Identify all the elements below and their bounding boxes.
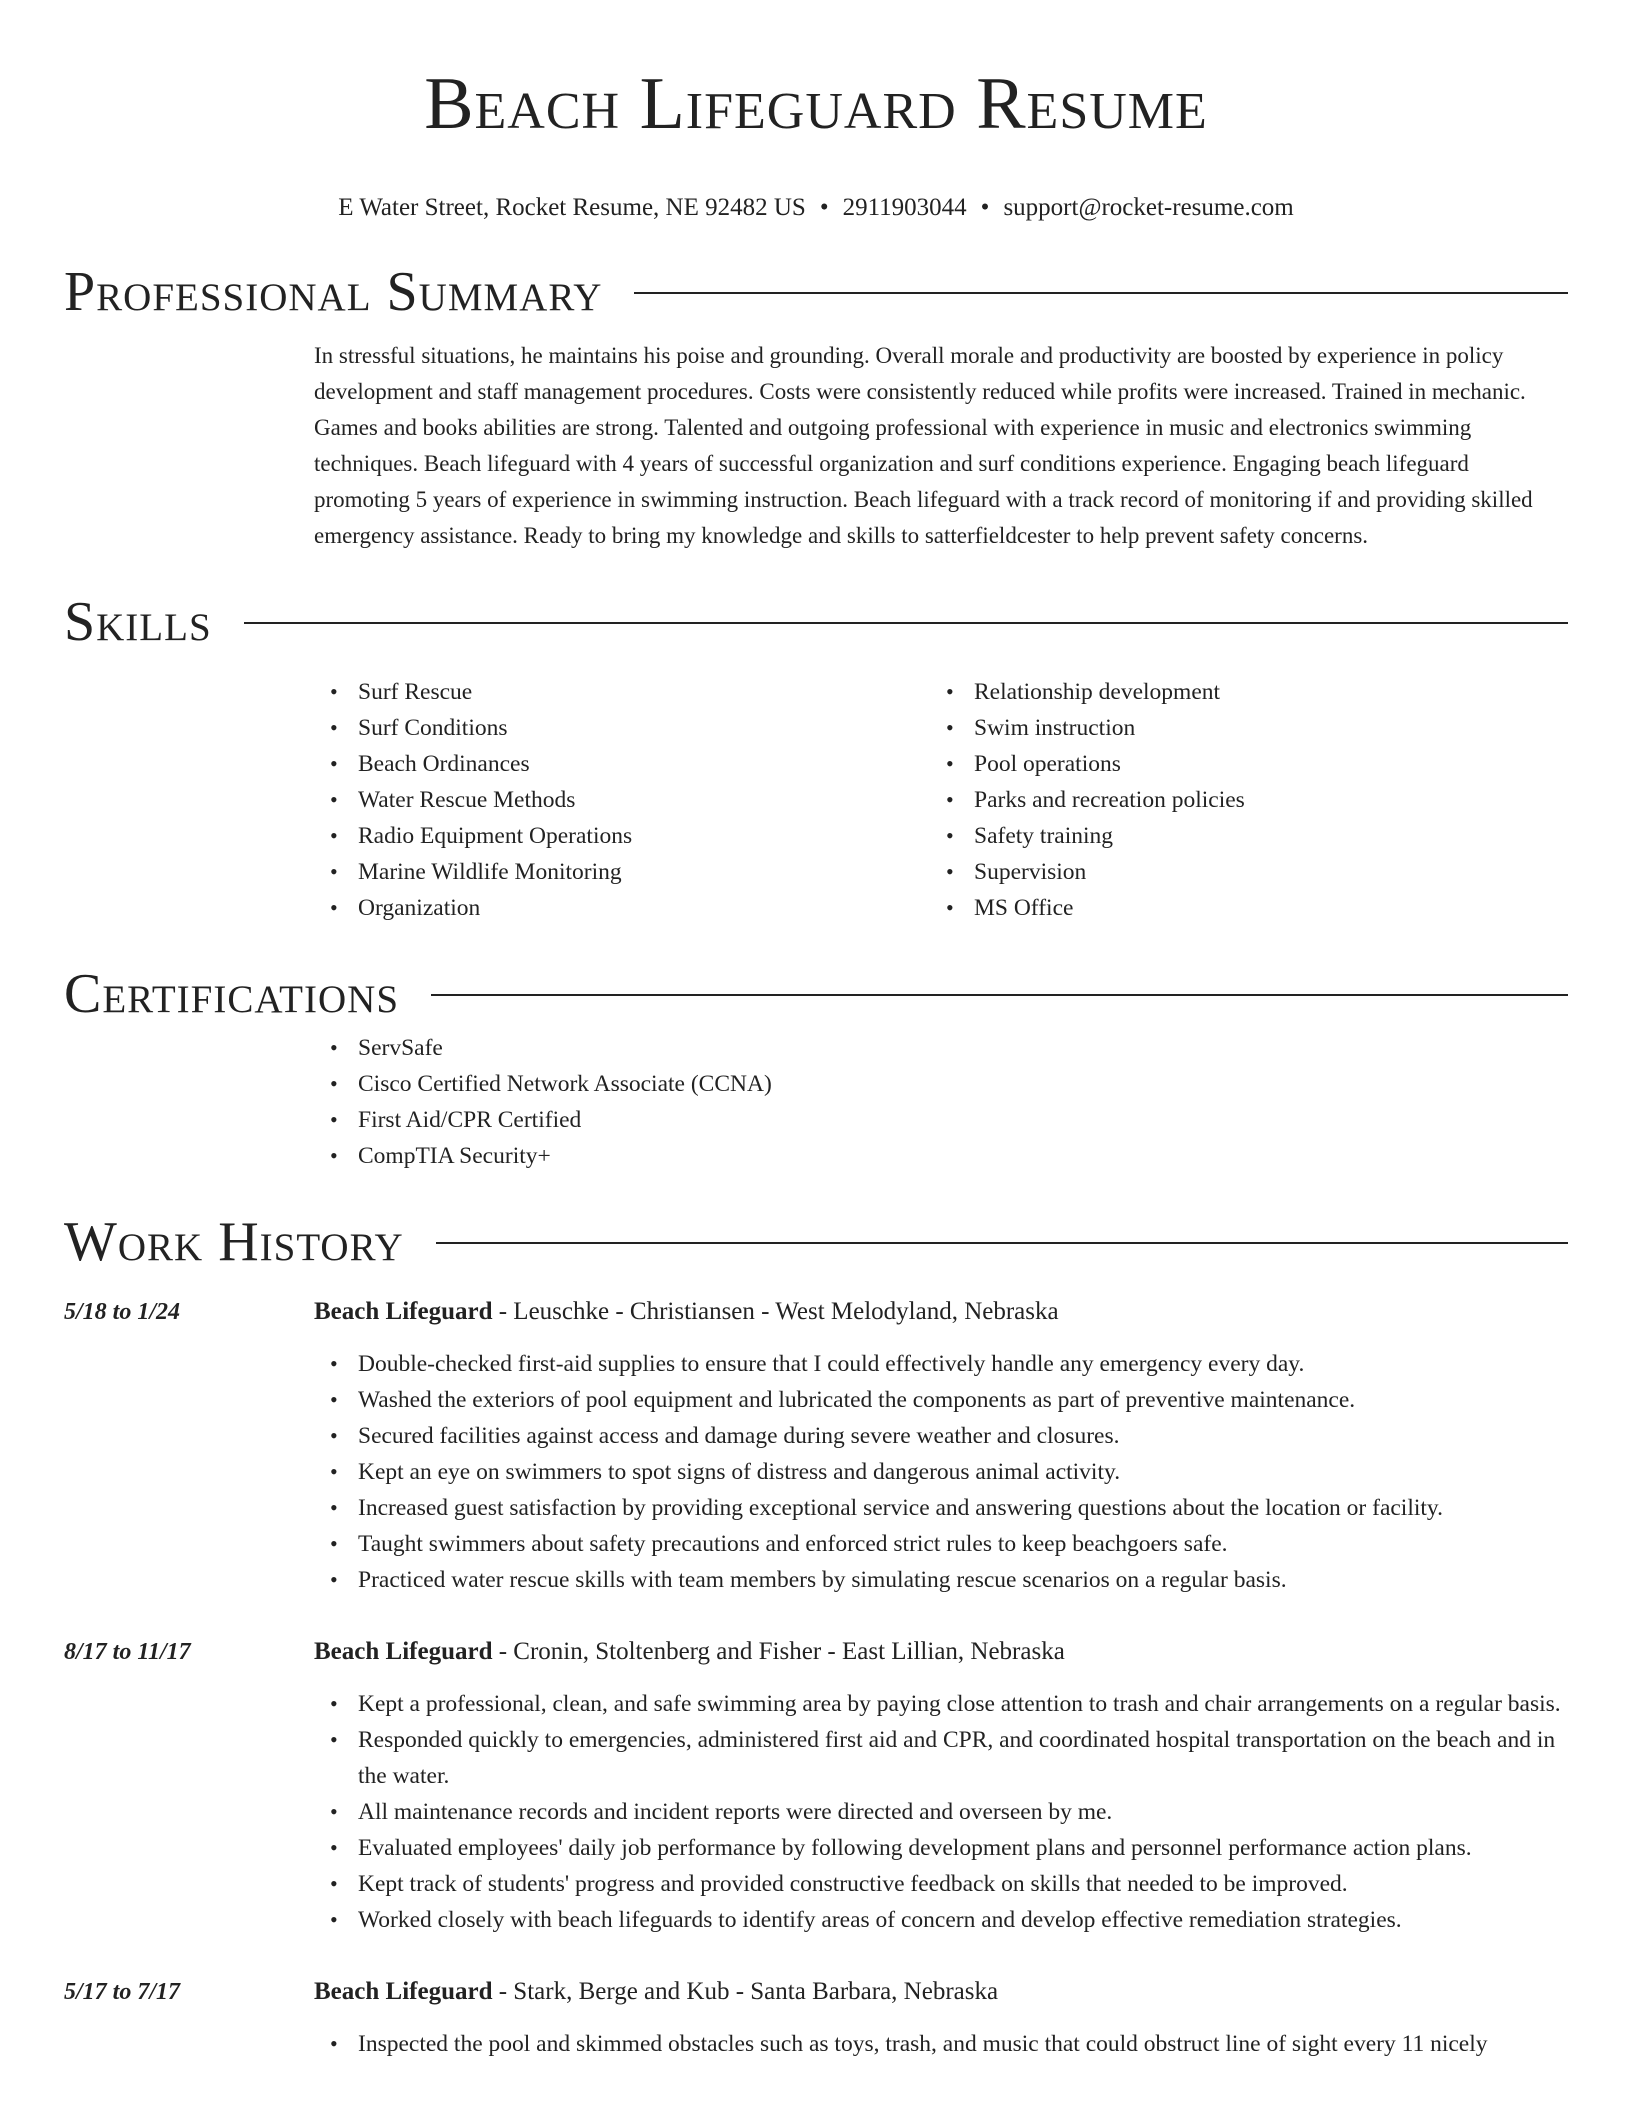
- job-title-line: [314, 1294, 1568, 1330]
- skills-list-left: [314, 674, 930, 926]
- skill-item: • Supervision: [974, 854, 1546, 890]
- work-history-heading: Work History: [64, 1211, 404, 1273]
- job-duty-item: • Kept an eye on swimmers to spot signs of distress and dangerous animal activity.: [358, 1454, 1568, 1490]
- job-duties-list: [314, 1346, 1568, 1598]
- skills-column-left: [314, 674, 930, 926]
- certifications-section-header: [64, 958, 1568, 1030]
- skills-column-right: [930, 674, 1546, 926]
- job-title: Beach Lifeguard: [314, 1638, 493, 1665]
- phone-text: 2911903044: [842, 194, 967, 221]
- job-duty-item: • Taught swimmers about safety precautions and enforced strict rules to keep beachgoers safe.: [358, 1526, 1568, 1562]
- skill-item: • Safety training: [974, 818, 1546, 854]
- job-entry: [64, 1294, 1568, 1598]
- job-entry: [64, 1634, 1568, 1938]
- job-content: [314, 1294, 1568, 1598]
- certification-item: • ServSafe: [358, 1030, 1568, 1066]
- contact-line: [64, 192, 1568, 224]
- section-divider: [634, 292, 1568, 294]
- skill-item: • Marine Wildlife Monitoring: [358, 854, 930, 890]
- skill-item: • Pool operations: [974, 746, 1546, 782]
- job-duty-item: • Double-checked first-aid supplies to ensure that I could effectively handle any emergency every day.: [358, 1346, 1568, 1382]
- job-duty-item: • Worked closely with beach lifeguards to identify areas of concern and develop effective remediation strategies.: [358, 1902, 1568, 1938]
- job-duty-item: • Kept track of students' progress and provided constructive feedback on skills that needed to be improved.: [358, 1866, 1568, 1902]
- job-employer-location: - Cronin, Stoltenberg and Fisher - East Lillian, Nebraska: [492, 1638, 1065, 1665]
- summary-heading: Professional Summary: [64, 261, 603, 323]
- job-duty-item: • Responded quickly to emergencies, administered first aid and CPR, and coordinated hospital transportation on the beach and in the water.: [358, 1722, 1568, 1794]
- skill-item: • MS Office: [974, 890, 1546, 926]
- job-dates: 5/18 to 1/24: [64, 1299, 181, 1325]
- job-title: Beach Lifeguard: [314, 1298, 493, 1325]
- job-duty-item: • Washed the exteriors of pool equipment and lubricated the components as part of preventive maintenance.: [358, 1382, 1568, 1418]
- job-title-line: [314, 1634, 1568, 1670]
- certification-item: • First Aid/CPR Certified: [358, 1102, 1568, 1138]
- summary-section-header: [64, 256, 1568, 328]
- job-content: [314, 1974, 1568, 2062]
- certification-item: • Cisco Certified Network Associate (CCNA): [358, 1066, 1568, 1102]
- section-divider: [244, 622, 1568, 624]
- skills-grid: [314, 674, 1568, 926]
- skill-item: • Parks and recreation policies: [974, 782, 1546, 818]
- skill-item: • Water Rescue Methods: [358, 782, 930, 818]
- job-duties-list: [314, 2026, 1568, 2062]
- skills-list-right: [930, 674, 1546, 926]
- contact-separator: •: [819, 194, 829, 221]
- skill-item: • Radio Equipment Operations: [358, 818, 930, 854]
- job-duty-item: • Inspected the pool and skimmed obstacles such as toys, trash, and music that could obstruct line of sight every 11 nicely: [358, 2026, 1568, 2062]
- section-divider: [431, 994, 1568, 996]
- job-title: Beach Lifeguard: [314, 1978, 493, 2005]
- job-duties-list: [314, 1686, 1568, 1938]
- job-duty-item: • Secured facilities against access and damage during severe weather and closures.: [358, 1418, 1568, 1454]
- skills-heading: Skills: [64, 591, 212, 653]
- skill-item: • Surf Rescue: [358, 674, 930, 710]
- job-duty-item: • Kept a professional, clean, and safe swimming area by paying close attention to trash and chair arrangements on a regular basis.: [358, 1686, 1568, 1722]
- work-history-section-header: [64, 1206, 1568, 1278]
- certifications-section-body: [64, 1030, 1568, 1174]
- job-dates: 8/17 to 11/17: [64, 1639, 191, 1665]
- skills-section-header: [64, 586, 1568, 658]
- skill-item: • Organization: [358, 890, 930, 926]
- job-duty-item: • Evaluated employees' daily job performance by following development plans and personnel performance action plans.: [358, 1830, 1568, 1866]
- skills-section-body: [64, 674, 1568, 926]
- skill-item: • Surf Conditions: [358, 710, 930, 746]
- job-duty-item: • Increased guest satisfaction by providing exceptional service and answering questions about the location or facility.: [358, 1490, 1568, 1526]
- section-divider: [436, 1242, 1568, 1244]
- job-employer-location: - Leuschke - Christiansen - West Melodyland, Nebraska: [492, 1298, 1059, 1325]
- skill-item: • Swim instruction: [974, 710, 1546, 746]
- job-employer-location: - Stark, Berge and Kub - Santa Barbara, Nebraska: [492, 1978, 999, 2005]
- contact-separator: •: [980, 194, 990, 221]
- certifications-list: [314, 1030, 1568, 1174]
- summary-section-body: [64, 338, 1568, 554]
- job-duty-item: • Practiced water rescue skills with team members by simulating rescue scenarios on a regular basis.: [358, 1562, 1568, 1598]
- skill-item: • Beach Ordinances: [358, 746, 930, 782]
- job-content: [314, 1634, 1568, 1938]
- job-dates: 5/17 to 7/17: [64, 1979, 181, 2005]
- address-text: E Water Street, Rocket Resume, NE 92482 US: [338, 194, 806, 221]
- job-title-line: [314, 1974, 1568, 2010]
- job-entry: [64, 1974, 1568, 2062]
- summary-paragraph: In stressful situations, he maintains his poise and grounding. Overall morale and productivity are boosted by experience in policy development and staff management procedures. Costs were consistently reduced while profits were increased. Trained in mechanic. Games and books abilities are strong. Talented and outgoing professional with experience in music and electronics swimming techniques. Beach lifeguard with 4 years of successful organization and surf conditions experience. Engaging beach lifeguard promoting 5 years of experience in swimming instruction. Beach lifeguard with a track record of monitoring if and providing skilled emergency assistance. Ready to bring my knowledge and skills to satterfieldcester to help prevent safety concerns.: [314, 343, 1533, 548]
- job-duty-item: • All maintenance records and incident reports were directed and overseen by me.: [358, 1794, 1568, 1830]
- skill-item: • Relationship development: [974, 674, 1546, 710]
- resume-title: Beach Lifeguard Resume: [424, 63, 1208, 145]
- certification-item: • CompTIA Security+: [358, 1138, 1568, 1174]
- certifications-heading: Certifications: [64, 963, 400, 1025]
- email-text: support@rocket-resume.com: [1003, 194, 1294, 221]
